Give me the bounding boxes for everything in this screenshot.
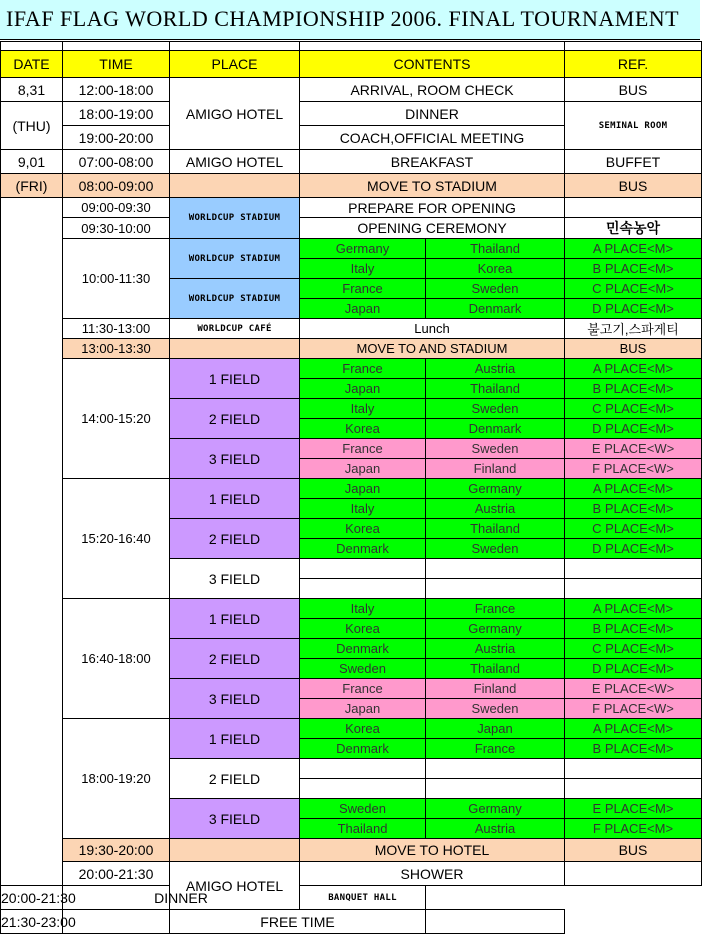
time-cell: 20:00-21:30 [63, 862, 170, 886]
field-cell: 2 FIELD [170, 759, 300, 799]
contents-cell: COACH,OFFICIAL MEETING [300, 126, 565, 150]
contents-cell: DINNER [63, 886, 300, 910]
field-cell: 3 FIELD [170, 439, 300, 479]
team-cell: Denmark [300, 639, 426, 659]
table-row [1, 198, 702, 218]
team-cell: Thailand [426, 519, 565, 539]
team-cell: Sweden [426, 399, 565, 419]
team-cell: Thailand [426, 659, 565, 679]
team-cell: Thailand [426, 379, 565, 399]
field-cell: 2 FIELD [170, 399, 300, 439]
table-row [1, 150, 702, 174]
time-cell: 10:00-11:30 [63, 239, 170, 319]
time-cell: 21:30-23:00 [1, 910, 63, 934]
table-row [1, 862, 702, 886]
team-cell: Denmark [300, 739, 426, 759]
contents-cell: FREE TIME [170, 910, 426, 934]
ref-cell: C PLACE<M> [565, 639, 702, 659]
table-row [1, 102, 702, 126]
table-row [1, 78, 702, 102]
ref-cell: SEMINAL ROOM [565, 102, 702, 150]
team-cell: Italy [300, 599, 426, 619]
place-cell: WORLDCUP STADIUM [170, 279, 300, 319]
time-cell: 15:20-16:40 [63, 479, 170, 599]
time-cell: 18:00-19:00 [63, 102, 170, 126]
ref-cell: BUS [565, 78, 702, 102]
date-cell: (FRI) [1, 174, 63, 198]
contents-cell: PREPARE FOR OPENING [300, 198, 565, 218]
team-cell: Japan [300, 459, 426, 479]
time-cell: 11:30-13:00 [63, 319, 170, 339]
team-cell: Thailand [300, 819, 426, 839]
header-contents: CONTENTS [300, 51, 565, 78]
ref-cell: F PLACE<W> [565, 459, 702, 479]
field-cell: 2 FIELD [170, 519, 300, 559]
time-cell: 20:00-21:30 [1, 886, 63, 910]
ref-cell: A PLACE<M> [565, 719, 702, 739]
ref-cell: B PLACE<M> [565, 499, 702, 519]
date-cell: (THU) [1, 102, 63, 150]
ref-cell: B PLACE<M> [565, 379, 702, 399]
sheet-title: IFAF FLAG WORLD CHAMPIONSHIP 2006. FINAL TOURNAMENT [6, 6, 680, 31]
time-cell: 19:30-20:00 [63, 839, 170, 862]
contents-cell: MOVE TO STADIUM [300, 174, 565, 198]
team-cell: Germany [426, 479, 565, 499]
date-cell: 8,31 [1, 78, 63, 102]
ref-cell: B PLACE<M> [565, 259, 702, 279]
ref-cell: F PLACE<M> [565, 819, 702, 839]
place-cell: WORLDCUP STADIUM [170, 239, 300, 279]
ref-cell: E PLACE<W> [565, 679, 702, 699]
place-cell: AMIGO HOTEL [170, 150, 300, 174]
title-bar [0, 0, 700, 40]
ref-cell: E PLACE<W> [565, 439, 702, 459]
ref-cell: A PLACE<M> [565, 239, 702, 259]
team-cell: France [426, 599, 565, 619]
place-cell: AMIGO HOTEL [170, 78, 300, 150]
time-cell: 19:00-20:00 [63, 126, 170, 150]
contents-cell: ARRIVAL, ROOM CHECK [300, 78, 565, 102]
team-cell: Sweden [300, 659, 426, 679]
time-cell: 09:30-10:00 [63, 218, 170, 239]
team-cell: Denmark [300, 539, 426, 559]
team-cell: Finland [426, 459, 565, 479]
team-cell: Germany [426, 799, 565, 819]
ref-cell: BUFFET [565, 150, 702, 174]
field-cell: 3 FIELD [170, 679, 300, 719]
header-date: DATE [1, 51, 63, 78]
table-row [1, 719, 702, 739]
time-cell: 14:00-15:20 [63, 359, 170, 479]
team-cell: Japan [300, 299, 426, 319]
contents-cell: BREAKFAST [300, 150, 565, 174]
time-cell: 12:00-18:00 [63, 78, 170, 102]
header-place: PLACE [170, 51, 300, 78]
field-cell: 2 FIELD [170, 639, 300, 679]
team-cell: Japan [426, 719, 565, 739]
table-row [1, 174, 702, 198]
team-cell: Austria [426, 819, 565, 839]
table-row [1, 339, 702, 359]
time-cell: 09:00-09:30 [63, 198, 170, 218]
header-time: TIME [63, 51, 170, 78]
team-cell: Denmark [426, 419, 565, 439]
team-cell: Italy [300, 499, 426, 519]
schedule-table [0, 41, 702, 934]
field-cell: 1 FIELD [170, 599, 300, 639]
ref-cell: D PLACE<M> [565, 419, 702, 439]
team-cell: Sweden [426, 539, 565, 559]
ref-cell: E PLACE<M> [565, 799, 702, 819]
header-ref: REF. [565, 51, 702, 78]
field-cell: 1 FIELD [170, 359, 300, 399]
table-row [1, 359, 702, 379]
ref-cell: BANQUET HALL [300, 886, 426, 910]
ref-cell: 불고기,스파게티 [565, 319, 702, 339]
ref-cell: D PLACE<M> [565, 539, 702, 559]
team-cell: Thailand [426, 239, 565, 259]
team-cell: France [300, 359, 426, 379]
contents-cell: Lunch [300, 319, 565, 339]
team-cell: Korea [426, 259, 565, 279]
table-row [1, 239, 702, 259]
team-cell: Japan [300, 479, 426, 499]
team-cell: Korea [300, 419, 426, 439]
contents-cell: OPENING CEREMONY [300, 218, 565, 239]
field-cell: 3 FIELD [170, 559, 300, 599]
team-cell: Austria [426, 639, 565, 659]
contents-cell: DINNER [300, 102, 565, 126]
team-cell: Japan [300, 699, 426, 719]
table-row [1, 599, 702, 619]
ref-cell: D PLACE<M> [565, 299, 702, 319]
ref-cell: C PLACE<M> [565, 519, 702, 539]
team-cell: Germany [300, 239, 426, 259]
team-cell: Germany [426, 619, 565, 639]
place-cell: WORLDCUP CAFÉ [170, 319, 300, 339]
team-cell: Italy [300, 399, 426, 419]
team-cell: Finland [426, 679, 565, 699]
team-cell: Austria [426, 499, 565, 519]
ref-cell: 민속농악 [565, 218, 702, 239]
ref-cell: BUS [565, 839, 702, 862]
table-row [1, 910, 702, 934]
team-cell: Denmark [426, 299, 565, 319]
table-row [1, 886, 702, 910]
team-cell: France [426, 739, 565, 759]
contents-cell: MOVE TO HOTEL [300, 839, 565, 862]
contents-cell: SHOWER [300, 862, 565, 886]
table-row [1, 479, 702, 499]
spacer-row [1, 42, 702, 51]
header-row [1, 51, 702, 78]
time-cell: 08:00-09:00 [63, 174, 170, 198]
time-cell: 16:40-18:00 [63, 599, 170, 719]
contents-cell: MOVE TO AND STADIUM [300, 339, 565, 359]
place-cell: WORLDCUP STADIUM [170, 198, 300, 239]
time-cell: 18:00-19:20 [63, 719, 170, 839]
field-cell: 1 FIELD [170, 719, 300, 759]
ref-cell: BUS [565, 339, 702, 359]
team-cell: France [300, 679, 426, 699]
ref-cell: B PLACE<M> [565, 619, 702, 639]
team-cell: France [300, 439, 426, 459]
ref-cell: C PLACE<M> [565, 399, 702, 419]
table-row [1, 839, 702, 862]
ref-cell: D PLACE<M> [565, 659, 702, 679]
field-cell: 3 FIELD [170, 799, 300, 839]
team-cell: Sweden [426, 279, 565, 299]
ref-cell: A PLACE<M> [565, 479, 702, 499]
team-cell: Italy [300, 259, 426, 279]
team-cell: Sweden [300, 799, 426, 819]
team-cell: Austria [426, 359, 565, 379]
team-cell: Korea [300, 519, 426, 539]
ref-cell: A PLACE<M> [565, 359, 702, 379]
ref-cell: A PLACE<M> [565, 599, 702, 619]
ref-cell: B PLACE<M> [565, 739, 702, 759]
team-cell: France [300, 279, 426, 299]
place-cell: AMIGO HOTEL [170, 862, 300, 910]
table-row [1, 218, 702, 239]
table-row [1, 319, 702, 339]
team-cell: Korea [300, 719, 426, 739]
team-cell: Japan [300, 379, 426, 399]
time-cell: 07:00-08:00 [63, 150, 170, 174]
ref-cell: C PLACE<M> [565, 279, 702, 299]
time-cell: 13:00-13:30 [63, 339, 170, 359]
team-cell: Sweden [426, 439, 565, 459]
date-cell: 9,01 [1, 150, 63, 174]
field-cell: 1 FIELD [170, 479, 300, 519]
team-cell: Sweden [426, 699, 565, 719]
team-cell: Korea [300, 619, 426, 639]
ref-cell: BUS [565, 174, 702, 198]
ref-cell: F PLACE<W> [565, 699, 702, 719]
